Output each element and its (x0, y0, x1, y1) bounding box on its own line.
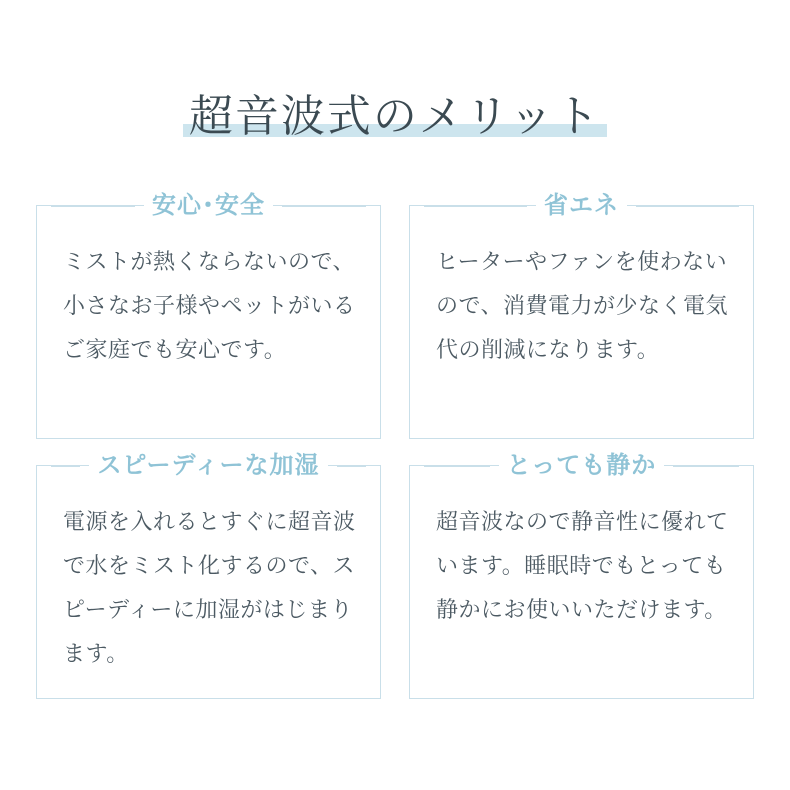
heading-rule-left (424, 466, 490, 467)
heading-rule-right (337, 466, 366, 467)
benefit-card-safety-body-text: ミストが熱くならないので、小さなお子様やペットがいるご家庭でも安心です。 (63, 249, 356, 362)
benefit-card-speed (36, 452, 381, 699)
benefits-grid (36, 192, 754, 699)
heading-rule-left (51, 206, 135, 207)
page-title (0, 92, 790, 143)
heading-rule-right (636, 206, 739, 207)
benefit-card-quiet-body-text: 超音波なので静音性に優れています。睡眠時でもとっても静かにお使いいただけます。 (436, 509, 729, 622)
page-title-text: 超音波式のメリット (188, 92, 602, 141)
benefit-card-quiet (409, 452, 754, 699)
benefit-card-energy-saving-body-text: ヒーターやファンを使わないので、消費電力が少なく電気代の削減になります。 (436, 249, 729, 362)
heading-rule-left (424, 206, 527, 207)
benefit-card-energy-saving-body (436, 240, 731, 372)
benefit-card-energy-saving-heading-text: 省エネ (536, 191, 627, 221)
benefit-card-safety-heading (37, 191, 380, 221)
benefit-card-energy-saving-heading (410, 191, 753, 221)
benefit-card-quiet-heading-text: とっても静か (499, 451, 665, 481)
heading-rule-right (282, 206, 366, 207)
page-title-inner (183, 92, 607, 143)
benefit-card-energy-saving (409, 192, 754, 439)
benefit-card-safety-body (63, 240, 358, 372)
benefit-card-speed-heading (37, 451, 380, 481)
benefit-card-speed-body (63, 500, 358, 676)
benefit-card-quiet-body (436, 500, 731, 632)
benefit-card-speed-body-text: 電源を入れるとすぐに超音波で水をミスト化するので、スピーディーに加湿がはじまります。 (63, 509, 356, 666)
benefit-card-quiet-heading (410, 451, 753, 481)
benefit-card-safety (36, 192, 381, 439)
benefit-card-safety-heading-text: 安心･安全 (144, 191, 273, 221)
heading-rule-right (673, 466, 739, 467)
heading-rule-left (51, 466, 80, 467)
benefit-card-speed-heading-text: スピーディーな加湿 (89, 451, 327, 481)
